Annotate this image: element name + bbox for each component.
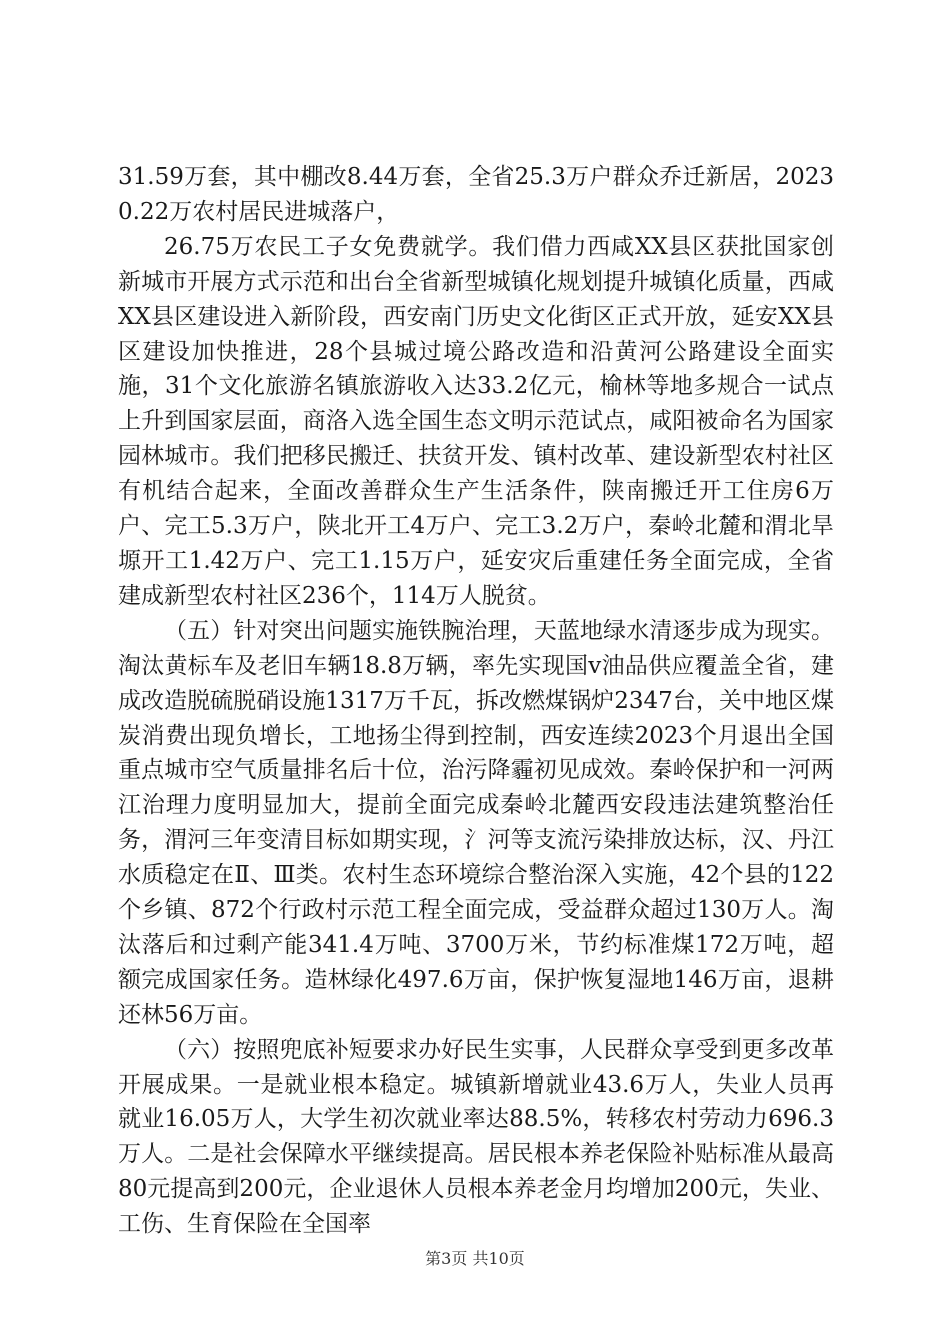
paragraph-continuation: 31.59万套，其中棚改8.44万套，全省25.3万户群众乔迁新居，20230.22万农村居民进城落户， xyxy=(118,164,834,225)
page-number-footer: 第3页 共10页 xyxy=(425,1249,525,1268)
paragraph-urbanization: 26.75万农民工子女免费就学。我们借力西咸XX县区获批国家创新城市开展方式示范和出台全省新型城镇化规划提升城镇化质量，西咸XX县区建设进入新阶段，西安南门历史文化街区正式开放，延安XX县区建设加快推进，28个县城过境公路改造和沿黄河公路建设全面实施，31个文化旅游名镇旅游收入达33.2亿元，榆林等地多规合一试点上升到国家层面，商洛入选全国生态文明示范试点，咸阳被命名为国家园林城市。我们把移民搬迁、扶贫开发、镇村改革、建设新型农村社区有机结合起来，全面改善群众生产生活条件，陕南搬迁开工住房6万户、完工5.3万户，陕北开工4万户、完工3.2万户，秦岭北麓和渭北旱塬开工1.42万户、完工1.15万户，延安灾后重建任务全面完成，全省建成新型农村社区236个，114万人脱贫。 xyxy=(118,233,834,609)
paragraph-environment: （五）针对突出问题实施铁腕治理，天蓝地绿水清逐步成为现实。淘汰黄标车及老旧车辆18.8万辆，率先实现国v油品供应覆盖全省，建成改造脱硫脱硝设施1317万千瓦，拆改燃煤锅炉2347台，关中地区煤炭消费出现负增长，工地扬尘得到控制，西安连续2023个月退出全国重点城市空气质量排名后十位，治污降霾初见成效。秦岭保护和一河两江治理力度明显加大，提前全面完成秦岭北麓西安段违法建筑整治任务，渭河三年变清目标如期实现，氵河等支流污染排放达标，汉、丹江水质稳定在Ⅱ、Ⅲ类。农村生态环境综合整治深入实施，42个县的122个乡镇、872个行政村示范工程全面完成，受益群众超过130万人。淘汰落后和过剩产能341.4万吨、3700万米，节约标准煤172万吨，超额完成国家任务。造林绿化497.6万亩，保护恢复湿地146万亩，退耕还林56万亩。 xyxy=(118,617,834,1028)
paragraph-livelihood: （六）按照兜底补短要求办好民生实事，人民群众享受到更多改革开展成果。一是就业根本稳定。城镇新增就业43.6万人，失业人员再就业16.05万人，大学生初次就业率达88.5%，转移农村劳动力696.3万人。二是社会保障水平继续提高。居民根本养老保险补贴标准从最高80元提高到200元，企业退休人员根本养老金月均增加200元，失业、工伤、生育保险在全国率 xyxy=(118,1036,834,1238)
document-body xyxy=(118,160,834,1242)
